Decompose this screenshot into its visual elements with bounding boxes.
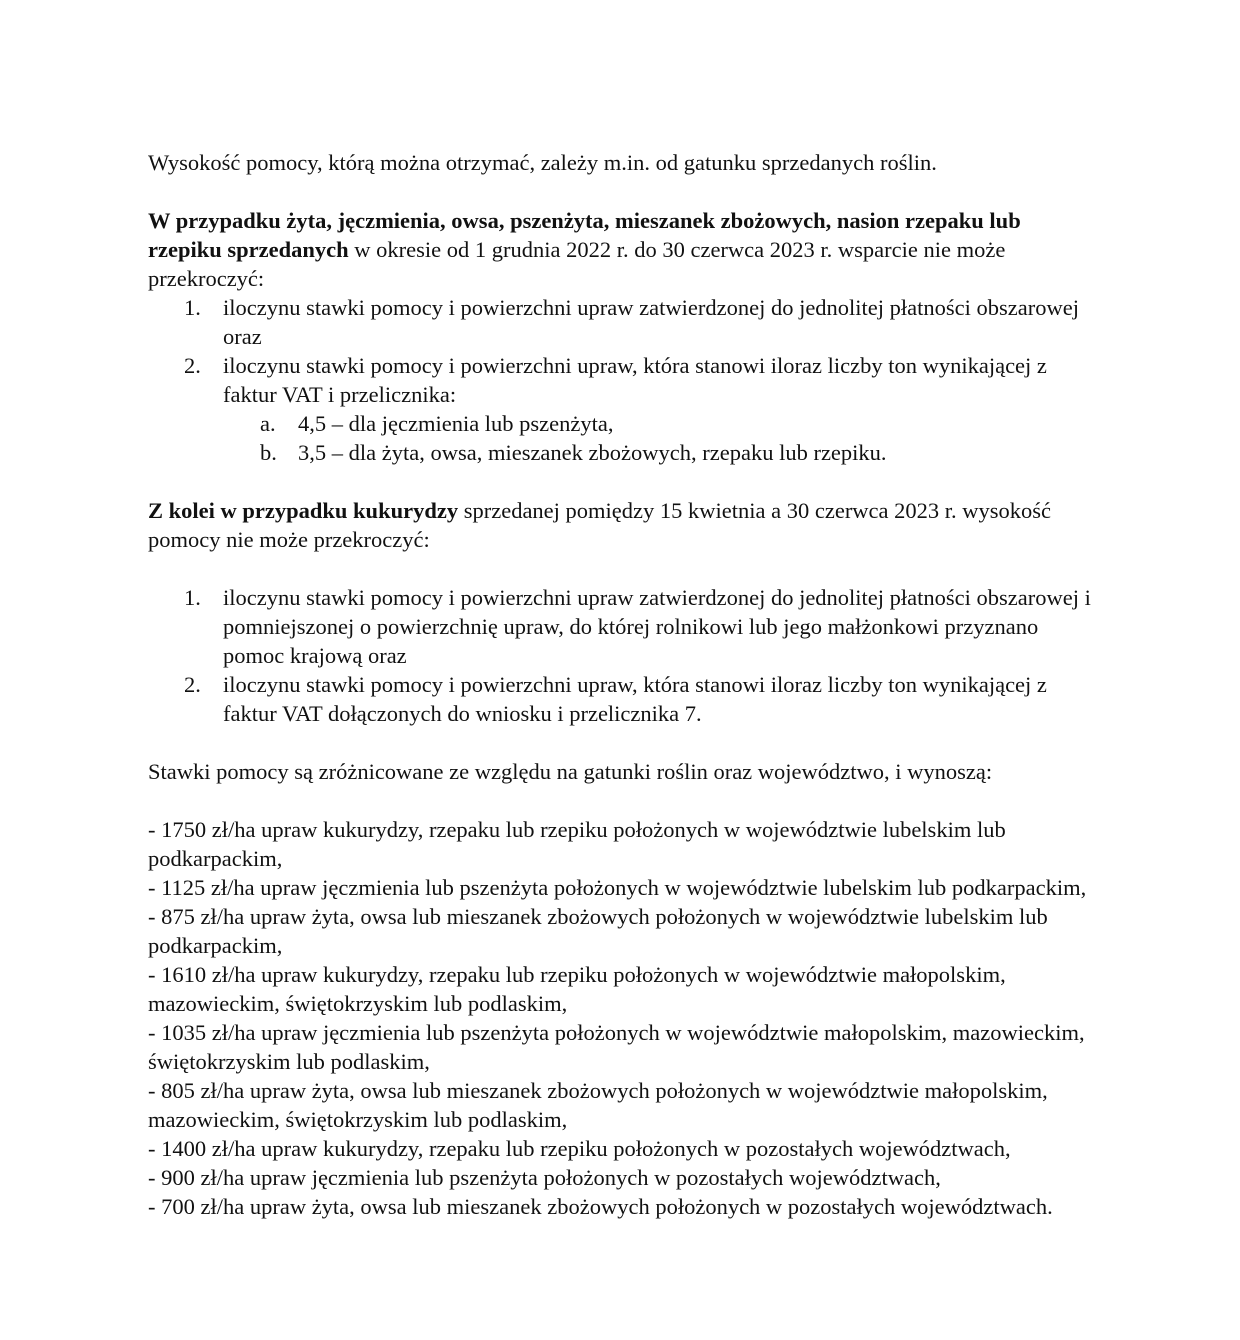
intro-paragraph: Wysokość pomocy, którą można otrzymać, zależy m.in. od gatunku sprzedanych roślin. xyxy=(148,150,937,175)
list-item-text: iloczynu stawki pomocy i powierzchni upraw, która stanowi iloraz liczby ton wynikającej z faktur VAT dołączonych do wniosku i przelicznika 7. xyxy=(223,672,1047,726)
section2-lead-rest: sprzedanej pomiędzy 15 kwietnia a 30 czerwca 2023 r. wysokość pomocy nie może przekroczyć: xyxy=(148,498,1052,552)
list-marker: 2. xyxy=(184,353,201,378)
list-item xyxy=(148,293,1098,351)
section1-lead xyxy=(148,206,1098,293)
spacer xyxy=(148,786,1098,815)
list-item xyxy=(148,351,1098,409)
sublist-item-text: 4,5 – dla jęczmienia lub pszenżyta, xyxy=(298,411,614,436)
sublist-marker: a. xyxy=(260,411,276,436)
rate-line: - 1035 zł/ha upraw jęczmienia lub pszenżyta położonych w województwie małopolskim, mazowieckim, świętokrzyskim lub podlaskim, xyxy=(148,1020,1085,1074)
section1-list xyxy=(148,293,1098,409)
rate-line: - 1750 zł/ha upraw kukurydzy, rzepaku lub rzepiku położonych w województwie lubelskim lub podkarpackim, xyxy=(148,817,1006,871)
sublist-item xyxy=(148,409,1098,438)
rate-line: - 1400 zł/ha upraw kukurydzy, rzepaku lub rzepiku położonych w pozostałych województwach, xyxy=(148,1136,1011,1161)
section2-lead-bold: Z kolei w przypadku kukurydzy xyxy=(148,498,459,523)
list-item xyxy=(148,583,1098,670)
sublist-marker: b. xyxy=(260,440,277,465)
rate-line: - 700 zł/ha upraw żyta, owsa lub mieszanek zbożowych położonych w pozostałych województwach. xyxy=(148,1194,1053,1219)
section1-lead-bold: W przypadku żyta, jęczmienia, owsa, pszenżyta, mieszanek zbożowych, nasion rzepaku lub rzepiku sprzedanych xyxy=(148,208,1021,262)
rate-line: - 805 zł/ha upraw żyta, owsa lub mieszanek zbożowych położonych w województwie małopolskim, mazowieckim, świętokrzyskim lub podlaskim, xyxy=(148,1078,1048,1132)
spacer xyxy=(148,728,1098,757)
rate-line: - 900 zł/ha upraw jęczmienia lub pszenżyta położonych w pozostałych województwach, xyxy=(148,1165,941,1190)
rates-list xyxy=(148,815,1098,1221)
rate-line: - 1125 zł/ha upraw jęczmienia lub pszenżyta położonych w województwie lubelskim lub podkarpackim, xyxy=(148,875,1087,900)
list-marker: 1. xyxy=(184,585,201,610)
spacer xyxy=(148,177,1098,206)
sublist-item xyxy=(148,438,1098,467)
list-item-text: iloczynu stawki pomocy i powierzchni upraw, która stanowi iloraz liczby ton wynikającej z faktur VAT i przelicznika: xyxy=(223,353,1047,407)
list-item xyxy=(148,670,1098,728)
section2-lead xyxy=(148,496,1098,554)
section1-sublist xyxy=(148,409,1098,467)
section2-list xyxy=(148,583,1098,728)
list-marker: 2. xyxy=(184,672,201,697)
rate-line: - 1610 zł/ha upraw kukurydzy, rzepaku lub rzepiku położonych w województwie małopolskim, mazowieckim, świętokrzyskim lub podlaskim, xyxy=(148,962,1006,1016)
rates-intro: Stawki pomocy są zróżnicowane ze względu na gatunki roślin oraz województwo, i wynoszą: xyxy=(148,759,993,784)
spacer xyxy=(148,467,1098,496)
list-item-text: iloczynu stawki pomocy i powierzchni upraw zatwierdzonej do jednolitej płatności obszarowej oraz xyxy=(223,295,1079,349)
sublist-item-text: 3,5 – dla żyta, owsa, mieszanek zbożowych, rzepaku lub rzepiku. xyxy=(298,440,887,465)
spacer xyxy=(148,554,1098,583)
document-page xyxy=(148,148,1098,1221)
list-item-text: iloczynu stawki pomocy i powierzchni upraw zatwierdzonej do jednolitej płatności obszarowej i pomniejszonej o powierzchnię upraw, do której rolnikowi lub jego małżonkowi przyznano pomoc krajową oraz xyxy=(223,585,1091,668)
list-marker: 1. xyxy=(184,295,201,320)
rate-line: - 875 zł/ha upraw żyta, owsa lub mieszanek zbożowych położonych w województwie lubelskim lub podkarpackim, xyxy=(148,904,1048,958)
section1-lead-rest: w okresie od 1 grudnia 2022 r. do 30 czerwca 2023 r. wsparcie nie może przekroczyć: xyxy=(148,237,1006,291)
